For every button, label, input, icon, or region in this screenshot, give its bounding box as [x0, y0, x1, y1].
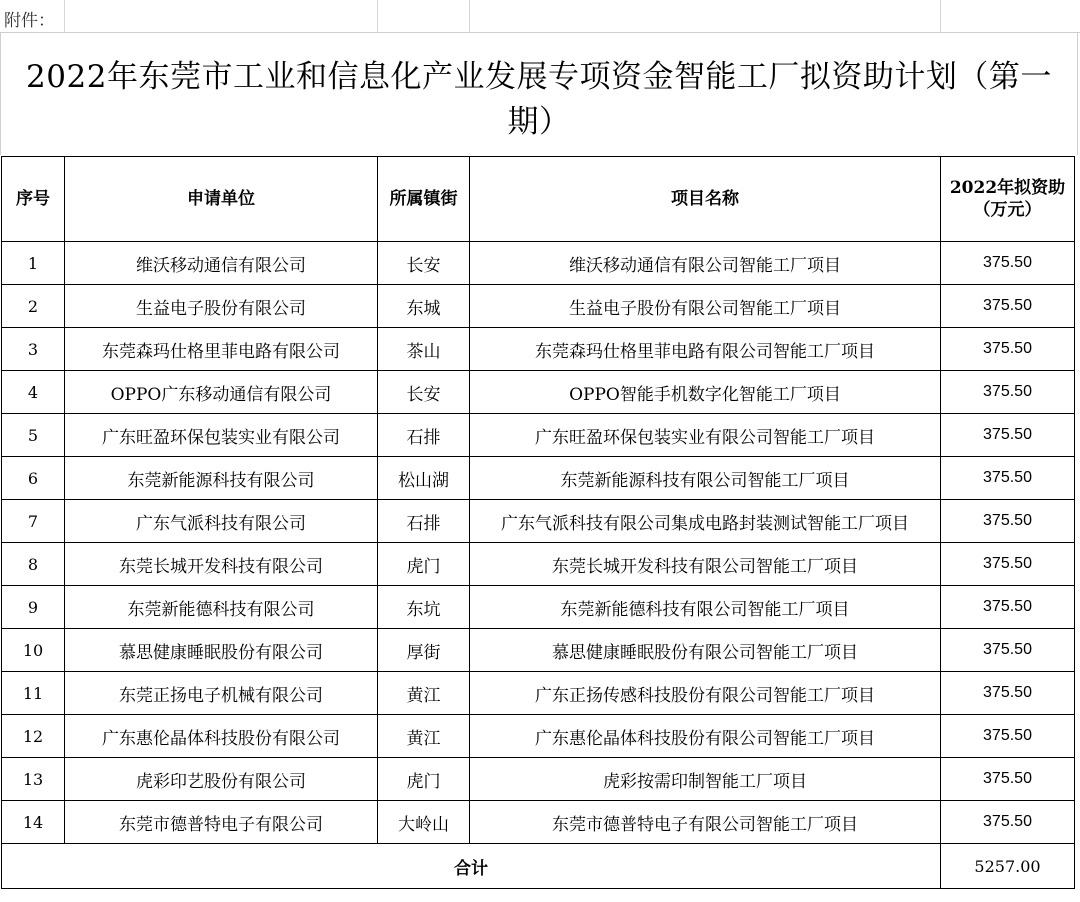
cell-index[interactable]: 9 — [2, 586, 65, 629]
cell-index[interactable]: 7 — [2, 500, 65, 543]
funding-table — [1, 156, 1075, 889]
cell-town[interactable]: 长安 — [378, 371, 470, 414]
attachment-label: 附件： — [4, 11, 55, 31]
cell-index[interactable]: 12 — [2, 715, 65, 758]
cell-index[interactable]: 14 — [2, 801, 65, 844]
cell-amount[interactable]: 375.50 — [941, 242, 1075, 285]
cell-applicant[interactable]: 虎彩印艺股份有限公司 — [65, 758, 378, 801]
cell-amount[interactable]: 375.50 — [941, 758, 1075, 801]
table-row — [2, 242, 1075, 285]
cell-project[interactable]: 东莞长城开发科技有限公司智能工厂项目 — [470, 543, 941, 586]
cell-amount[interactable]: 375.50 — [941, 543, 1075, 586]
total-label[interactable]: 合计 — [2, 844, 941, 889]
header-applicant[interactable]: 申请单位 — [65, 157, 378, 242]
cell-amount[interactable]: 375.50 — [941, 629, 1075, 672]
cell-amount[interactable]: 375.50 — [941, 672, 1075, 715]
table-row — [2, 586, 1075, 629]
grid-line — [469, 0, 470, 32]
cell-project[interactable]: 东莞新能德科技有限公司智能工厂项目 — [470, 586, 941, 629]
cell-applicant[interactable]: 慕思健康睡眠股份有限公司 — [65, 629, 378, 672]
cell-town[interactable]: 虎门 — [378, 758, 470, 801]
cell-project[interactable]: 东莞新能源科技有限公司智能工厂项目 — [470, 457, 941, 500]
cell-index[interactable]: 13 — [2, 758, 65, 801]
cell-index[interactable]: 8 — [2, 543, 65, 586]
cell-amount[interactable]: 375.50 — [941, 715, 1075, 758]
header-amount[interactable] — [941, 157, 1075, 242]
cell-applicant[interactable]: 广东旺盈环保包装实业有限公司 — [65, 414, 378, 457]
cell-town[interactable]: 石排 — [378, 500, 470, 543]
cell-applicant[interactable]: 广东惠伦晶体科技股份有限公司 — [65, 715, 378, 758]
cell-index[interactable]: 5 — [2, 414, 65, 457]
table-row — [2, 328, 1075, 371]
cell-project[interactable]: OPPO智能手机数字化智能工厂项目 — [470, 371, 941, 414]
cell-town[interactable]: 东城 — [378, 285, 470, 328]
cell-project[interactable]: 生益电子股份有限公司智能工厂项目 — [470, 285, 941, 328]
cell-project[interactable]: 虎彩按需印制智能工厂项目 — [470, 758, 941, 801]
cell-project[interactable]: 广东正扬传感科技股份有限公司智能工厂项目 — [470, 672, 941, 715]
cell-index[interactable]: 1 — [2, 242, 65, 285]
table-row — [2, 500, 1075, 543]
table-row — [2, 543, 1075, 586]
cell-applicant[interactable]: 生益电子股份有限公司 — [65, 285, 378, 328]
cell-project[interactable]: 东莞森玛仕格里菲电路有限公司智能工厂项目 — [470, 328, 941, 371]
cell-applicant[interactable]: 维沃移动通信有限公司 — [65, 242, 378, 285]
cell-index[interactable]: 3 — [2, 328, 65, 371]
cell-town[interactable]: 茶山 — [378, 328, 470, 371]
table-row — [2, 672, 1075, 715]
cell-amount[interactable]: 375.50 — [941, 801, 1075, 844]
cell-town[interactable]: 厚街 — [378, 629, 470, 672]
total-amount[interactable]: 5257.00 — [941, 844, 1075, 889]
cell-amount[interactable]: 375.50 — [941, 371, 1075, 414]
cell-town[interactable]: 东坑 — [378, 586, 470, 629]
table-row — [2, 801, 1075, 844]
cell-applicant[interactable]: 广东气派科技有限公司 — [65, 500, 378, 543]
cell-town[interactable]: 石排 — [378, 414, 470, 457]
cell-index[interactable]: 10 — [2, 629, 65, 672]
cell-applicant[interactable]: 东莞森玛仕格里菲电路有限公司 — [65, 328, 378, 371]
cell-amount[interactable]: 375.50 — [941, 328, 1075, 371]
cell-index[interactable]: 4 — [2, 371, 65, 414]
cell-applicant[interactable]: 东莞新能德科技有限公司 — [65, 586, 378, 629]
attachment-row — [0, 0, 1080, 33]
table-row — [2, 758, 1075, 801]
table-row — [2, 285, 1075, 328]
cell-index[interactable]: 11 — [2, 672, 65, 715]
grid-line — [377, 0, 378, 32]
cell-project[interactable]: 东莞市德普特电子有限公司智能工厂项目 — [470, 801, 941, 844]
cell-amount[interactable]: 375.50 — [941, 586, 1075, 629]
cell-town[interactable]: 大岭山 — [378, 801, 470, 844]
header-amount-line2: （万元） — [973, 200, 1042, 220]
table-header-row — [2, 157, 1075, 242]
cell-amount[interactable]: 375.50 — [941, 500, 1075, 543]
header-town[interactable]: 所属镇街 — [378, 157, 470, 242]
header-amount-line1: 2022年拟资助 — [949, 178, 1066, 198]
cell-town[interactable]: 松山湖 — [378, 457, 470, 500]
cell-town[interactable]: 长安 — [378, 242, 470, 285]
cell-project[interactable]: 广东气派科技有限公司集成电路封装测试智能工厂项目 — [470, 500, 941, 543]
table-row — [2, 715, 1075, 758]
cell-town[interactable]: 虎门 — [378, 543, 470, 586]
cell-amount[interactable]: 375.50 — [941, 414, 1075, 457]
cell-applicant[interactable]: 东莞新能源科技有限公司 — [65, 457, 378, 500]
page-title: 2022年东莞市工业和信息化产业发展专项资金智能工厂拟资助计划（第一期） — [26, 59, 1052, 140]
cell-applicant[interactable]: 东莞正扬电子机械有限公司 — [65, 672, 378, 715]
header-project[interactable]: 项目名称 — [470, 157, 941, 242]
total-row — [2, 844, 1075, 889]
cell-applicant[interactable]: 东莞市德普特电子有限公司 — [65, 801, 378, 844]
cell-applicant[interactable]: 东莞长城开发科技有限公司 — [65, 543, 378, 586]
title-cell[interactable] — [0, 33, 1078, 155]
cell-project[interactable]: 广东旺盈环保包装实业有限公司智能工厂项目 — [470, 414, 941, 457]
cell-index[interactable]: 2 — [2, 285, 65, 328]
cell-amount[interactable]: 375.50 — [941, 285, 1075, 328]
table-row — [2, 414, 1075, 457]
cell-project[interactable]: 维沃移动通信有限公司智能工厂项目 — [470, 242, 941, 285]
grid-line — [64, 0, 65, 32]
table-row — [2, 371, 1075, 414]
cell-project[interactable]: 慕思健康睡眠股份有限公司智能工厂项目 — [470, 629, 941, 672]
table-row — [2, 629, 1075, 672]
cell-town[interactable]: 黄江 — [378, 715, 470, 758]
header-index[interactable]: 序号 — [2, 157, 65, 242]
cell-index[interactable]: 6 — [2, 457, 65, 500]
cell-amount[interactable]: 375.50 — [941, 457, 1075, 500]
table-row — [2, 457, 1075, 500]
cell-applicant[interactable]: OPPO广东移动通信有限公司 — [65, 371, 378, 414]
grid-line — [940, 0, 941, 32]
cell-project[interactable]: 广东惠伦晶体科技股份有限公司智能工厂项目 — [470, 715, 941, 758]
cell-town[interactable]: 黄江 — [378, 672, 470, 715]
